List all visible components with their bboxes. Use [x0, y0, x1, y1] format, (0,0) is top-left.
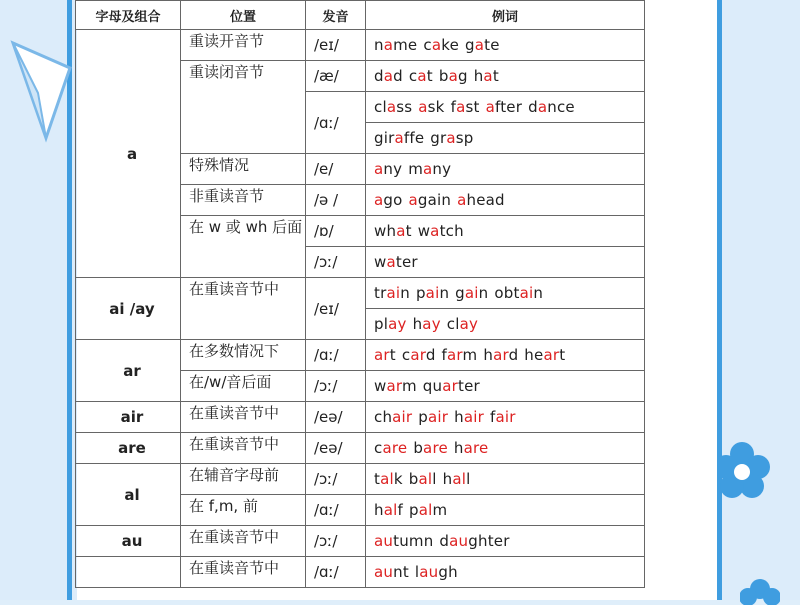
example-word: art	[374, 346, 396, 364]
highlighted-letters: ar	[386, 377, 402, 395]
example-word: again	[408, 191, 452, 209]
example-word: gain	[455, 284, 489, 302]
flower-icon	[740, 575, 780, 605]
letter-cell: au	[76, 526, 181, 557]
table-row	[76, 278, 645, 309]
header-letter: 字母及组合	[76, 1, 181, 30]
highlighted-letters: al	[452, 470, 467, 488]
examples-cell	[366, 557, 645, 588]
example-word: dad	[374, 67, 403, 85]
example-word: laugh	[414, 563, 458, 581]
pronunciation-cell: /æ/	[306, 61, 366, 92]
table-header-row	[76, 1, 645, 30]
example-word: ahead	[457, 191, 505, 209]
letter-cell: ar	[76, 340, 181, 402]
position-cell: 在辅音字母前	[181, 464, 306, 495]
highlighted-letters: ar	[493, 346, 509, 364]
highlighted-letters: ai	[464, 284, 479, 302]
highlighted-letters: au	[374, 563, 394, 581]
example-word: hair	[454, 408, 485, 426]
highlighted-letters: a	[456, 98, 466, 116]
examples-cell	[366, 123, 645, 154]
position-cell: 在重读音节中	[181, 526, 306, 557]
example-word: train	[374, 284, 410, 302]
example-word: what	[374, 222, 412, 240]
example-word: any	[374, 160, 403, 178]
pronunciation-cell: /ɔː/	[306, 247, 366, 278]
table-row	[76, 526, 645, 557]
example-word: half	[374, 501, 403, 519]
examples-cell	[366, 154, 645, 185]
example-word: fair	[490, 408, 516, 426]
example-word: ask	[418, 98, 445, 116]
example-word: aunt	[374, 563, 409, 581]
example-word: watch	[417, 222, 464, 240]
example-word: play	[374, 315, 407, 333]
examples-cell	[366, 216, 645, 247]
example-word: giraffe	[374, 129, 425, 147]
highlighted-letters: are	[423, 439, 448, 457]
example-word: quarter	[422, 377, 480, 395]
examples-cell	[366, 433, 645, 464]
highlighted-letters: a	[431, 36, 442, 54]
pronunciation-cell: /ɑː/	[306, 340, 366, 371]
position-cell: 特殊情况	[181, 154, 306, 185]
highlighted-letters: a	[374, 160, 384, 178]
example-word: fast	[450, 98, 480, 116]
examples-cell	[366, 278, 645, 309]
examples-cell	[366, 247, 645, 278]
highlighted-letters: a	[446, 129, 456, 147]
pronunciation-cell: /ɑː/	[306, 495, 366, 526]
example-word: farm	[441, 346, 478, 364]
highlighted-letters: a	[383, 36, 394, 54]
highlighted-letters: ai	[519, 284, 534, 302]
highlighted-letters: ai	[386, 284, 401, 302]
pronunciation-cell: /ɒ/	[306, 216, 366, 247]
highlighted-letters: ar	[543, 346, 560, 364]
highlighted-letters: air	[428, 408, 449, 426]
letter-cell: a	[76, 30, 181, 278]
highlighted-letters: a	[386, 98, 397, 116]
examples-cell	[366, 464, 645, 495]
highlighted-letters: ai	[425, 284, 440, 302]
example-word: chair	[374, 408, 413, 426]
highlighted-letters: a	[408, 191, 418, 209]
highlighted-letters: ar	[447, 346, 463, 364]
highlighted-letters: a	[483, 67, 493, 85]
pronunciation-cell: /ɔː/	[306, 371, 366, 402]
highlighted-letters: a	[386, 253, 396, 271]
highlighted-letters: a	[418, 98, 428, 116]
pronunciation-cell: /eə/	[306, 402, 366, 433]
highlighted-letters: a	[383, 67, 394, 85]
example-word: talk	[374, 470, 403, 488]
position-cell: 在重读音节中	[181, 433, 306, 464]
example-word: class	[374, 98, 413, 116]
highlighted-letters: air	[392, 408, 413, 426]
position-cell: 在 w 或 wh 后面	[181, 216, 306, 278]
position-cell: 在多数情况下	[181, 340, 306, 371]
pronunciation-cell: /eə/	[306, 433, 366, 464]
letter-cell: al	[76, 464, 181, 526]
header-examples: 例词	[366, 1, 645, 30]
example-word: ago	[374, 191, 403, 209]
highlighted-letters: a	[537, 98, 548, 116]
position-cell: 在重读音节中	[181, 557, 306, 588]
highlighted-letters: ay	[422, 315, 441, 333]
example-word: warm	[374, 377, 417, 395]
table-row	[76, 464, 645, 495]
example-word: pair	[418, 408, 449, 426]
examples-cell	[366, 371, 645, 402]
position-cell: 在 f,m, 前	[181, 495, 306, 526]
flower-icon	[712, 440, 772, 500]
pronunciation-cell: /ɑː/	[306, 557, 366, 588]
example-word: obtain	[494, 284, 544, 302]
example-word: hat	[473, 67, 499, 85]
example-word: clay	[446, 315, 479, 333]
example-word: bag	[438, 67, 468, 85]
table-row	[76, 402, 645, 433]
highlighted-letters: al	[418, 470, 433, 488]
example-word: hall	[442, 470, 471, 488]
example-word: gate	[465, 36, 500, 54]
example-word: palm	[408, 501, 448, 519]
table-row	[76, 30, 645, 61]
examples-cell	[366, 185, 645, 216]
highlighted-letters: au	[449, 532, 469, 550]
table-row	[76, 433, 645, 464]
example-word: hard	[483, 346, 519, 364]
highlighted-letters: au	[419, 563, 439, 581]
pronunciation-cell: /e/	[306, 154, 366, 185]
example-word: hare	[453, 439, 489, 457]
pronunciation-cell: /ə /	[306, 185, 366, 216]
highlighted-letters: a	[417, 67, 427, 85]
example-word: bare	[413, 439, 448, 457]
position-cell: 在/w/音后面	[181, 371, 306, 402]
examples-cell	[366, 30, 645, 61]
example-word: dance	[528, 98, 575, 116]
highlighted-letters: au	[374, 532, 394, 550]
paper-plane-icon	[8, 38, 78, 148]
highlighted-letters: are	[463, 439, 489, 457]
highlighted-letters: al	[383, 501, 398, 519]
example-word: daughter	[439, 532, 510, 550]
examples-cell	[366, 495, 645, 526]
examples-cell	[366, 309, 645, 340]
position-cell: 重读开音节	[181, 30, 306, 61]
pronunciation-cell: /ɔː/	[306, 464, 366, 495]
example-word: ball	[408, 470, 437, 488]
example-word: cake	[423, 36, 460, 54]
highlighted-letters: ay	[388, 315, 407, 333]
highlighted-letters: ar	[410, 346, 426, 364]
example-word: care	[374, 439, 408, 457]
highlighted-letters: a	[448, 67, 458, 85]
pronunciation-cell: /ɔː/	[306, 526, 366, 557]
highlighted-letters: a	[457, 191, 467, 209]
highlighted-letters: a	[485, 98, 495, 116]
highlighted-letters: ay	[459, 315, 479, 333]
position-cell: 在重读音节中	[181, 402, 306, 433]
pronunciation-cell: /eɪ/	[306, 278, 366, 340]
position-cell: 重读闭音节	[181, 61, 306, 154]
example-word: cat	[408, 67, 433, 85]
example-word: hay	[412, 315, 441, 333]
example-word: pain	[415, 284, 450, 302]
highlighted-letters: air	[463, 408, 485, 426]
examples-cell	[366, 61, 645, 92]
letter-cell: are	[76, 433, 181, 464]
example-word: autumn	[374, 532, 434, 550]
letter-cell: ai /ay	[76, 278, 181, 340]
example-word: after	[485, 98, 523, 116]
example-word: grasp	[430, 129, 474, 147]
table-row	[76, 557, 645, 588]
phonics-table	[75, 0, 645, 588]
highlighted-letters: a	[394, 129, 404, 147]
examples-cell	[366, 402, 645, 433]
highlighted-letters: ar	[442, 377, 458, 395]
highlighted-letters: a	[396, 222, 406, 240]
highlighted-letters: ar	[374, 346, 390, 364]
letter-cell: air	[76, 402, 181, 433]
highlighted-letters: al	[380, 470, 394, 488]
example-word: many	[408, 160, 452, 178]
position-cell: 非重读音节	[181, 185, 306, 216]
highlighted-letters: air	[495, 408, 516, 426]
highlighted-letters: are	[382, 439, 408, 457]
highlighted-letters: a	[374, 191, 384, 209]
example-word: card	[401, 346, 436, 364]
highlighted-letters: al	[418, 501, 433, 519]
examples-cell	[366, 526, 645, 557]
highlighted-letters: a	[430, 222, 440, 240]
examples-cell	[366, 340, 645, 371]
highlighted-letters: a	[423, 160, 433, 178]
highlighted-letters: a	[474, 36, 485, 54]
example-word: water	[374, 253, 418, 271]
pronunciation-cell: /eɪ/	[306, 30, 366, 61]
pronunciation-cell: /ɑː/	[306, 92, 366, 154]
letter-cell	[76, 557, 181, 588]
example-word: name	[374, 36, 418, 54]
position-cell: 在重读音节中	[181, 278, 306, 340]
example-word: heart	[524, 346, 566, 364]
table-row	[76, 340, 645, 371]
header-position: 位置	[181, 1, 306, 30]
examples-cell	[366, 92, 645, 123]
frame-line-right	[717, 0, 722, 600]
header-pronunciation: 发音	[306, 1, 366, 30]
